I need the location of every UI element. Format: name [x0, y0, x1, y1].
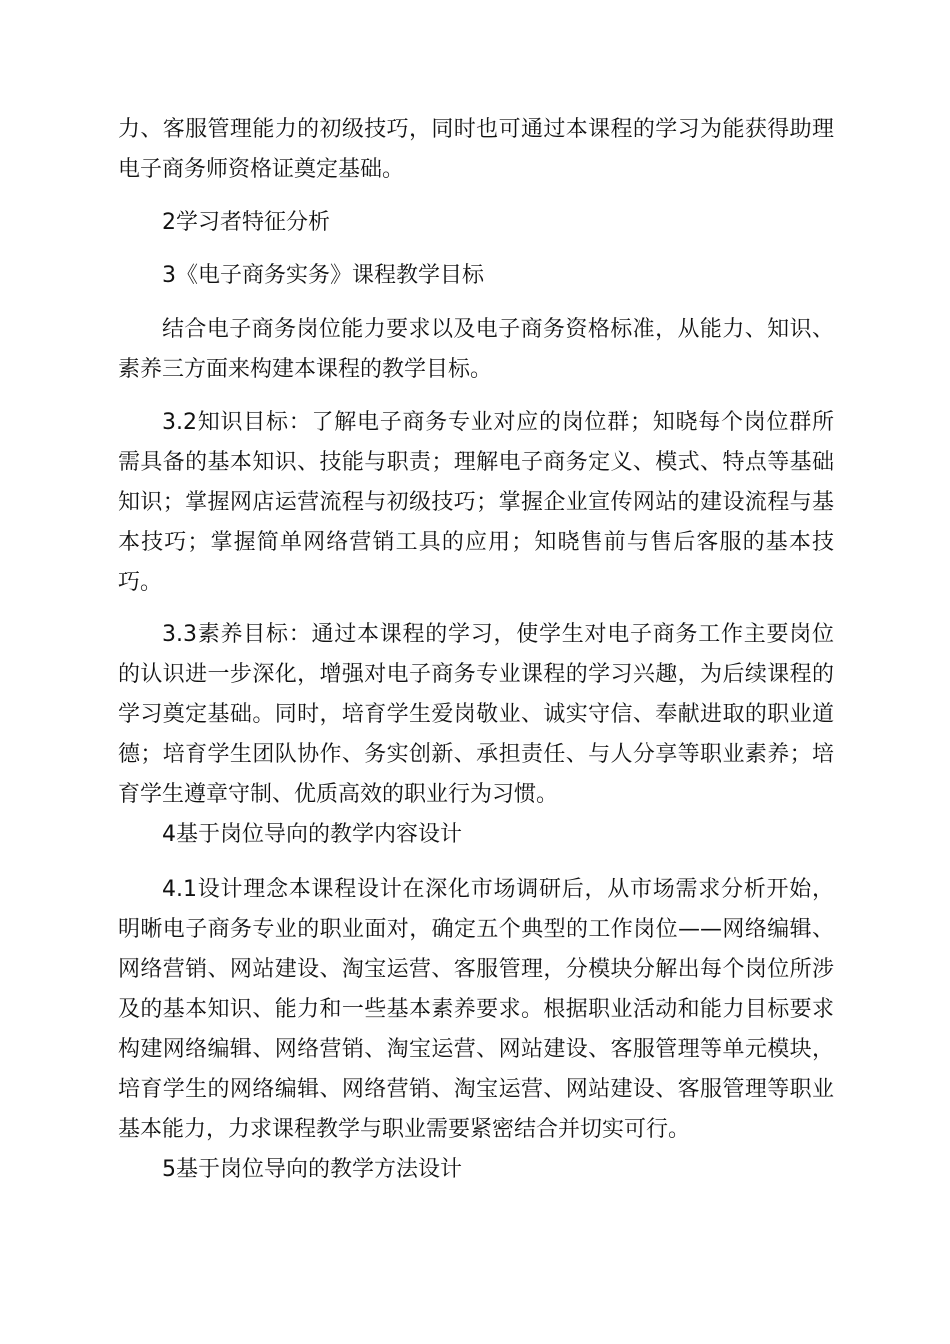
heading-content-design: 4基于岗位导向的教学内容设计	[162, 822, 462, 847]
paragraph-design-concept: 4.1设计理念本课程设计在深化市场调研后，从市场需求分析开始，明晰电子商务专业的职业面对，确定五个典型的工作岗位——网络编辑、网络营销、网站建设、淘宝运营、客服管理，分模块分解出每个岗位所涉及的基本知识、能力和一些基本素养要求。根据职业活动和能力目标要求构建网络编辑、网络营销、淘宝运营、网站建设、客服管理等单元模块，培育学生的网络编辑、网络营销、淘宝运营、网站建设、客服管理等职业基本能力，力求课程教学与职业需要紧密结合并切实可行。	[118, 877, 834, 1142]
paragraph-objectives-intro: 结合电子商务岗位能力要求以及电子商务资格标准，从能力、知识、素养三方面来构建本课程的教学目标。	[118, 317, 834, 382]
heading-method-design: 5基于岗位导向的教学方法设计	[162, 1157, 462, 1182]
heading-learner-analysis: 2学习者特征分析	[162, 210, 330, 235]
heading-course-objectives: 3《电子商务实务》课程教学目标	[162, 263, 484, 288]
paragraph-knowledge-objectives: 3.2知识目标：了解电子商务专业对应的岗位群；知晓每个岗位群所需具备的基本知识、技能与职责；理解电子商务定义、模式、特点等基础知识；掌握网店运营流程与初级技巧；掌握企业宣传网站的建设流程与基本技巧；掌握简单网络营销工具的应用；知晓售前与售后客服的基本技巧。	[118, 410, 834, 595]
paragraph-literacy-objectives: 3.3素养目标：通过本课程的学习，使学生对电子商务工作主要岗位的认识进一步深化，增强对电子商务专业课程的学习兴趣，为后续课程的学习奠定基础。同时，培育学生爱岗敬业、诚实守信、奉献进取的职业道德；培育学生团队协作、务实创新、承担责任、与人分享等职业素养；培育学生遵章守制、优质高效的职业行为习惯。	[118, 622, 834, 807]
paragraph-continuation: 力、客服管理能力的初级技巧，同时也可通过本课程的学习为能获得助理电子商务师资格证奠定基础。	[118, 117, 834, 182]
